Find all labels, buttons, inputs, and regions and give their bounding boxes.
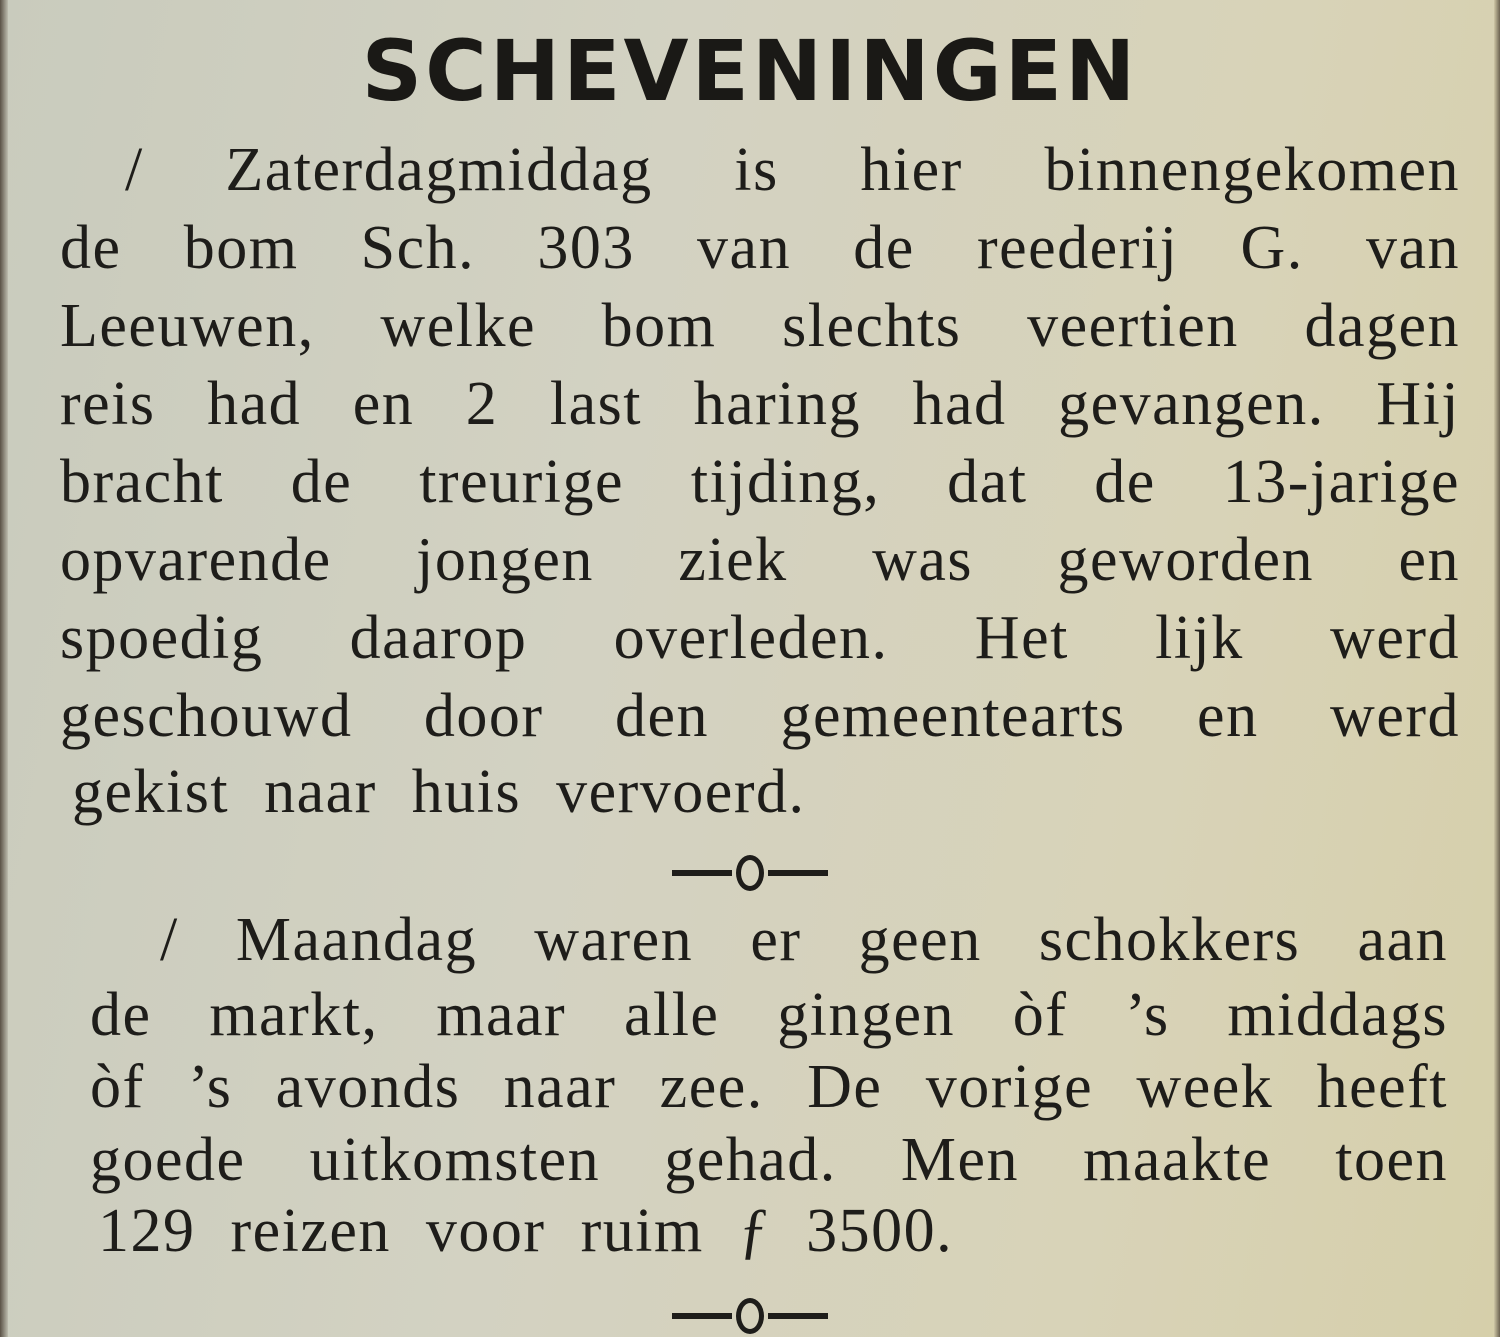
text-line: goede uitkomsten gehad. Men maakte toen [90,1126,1448,1194]
text-line: geschouwd door den gemeentearts en werd [60,682,1460,750]
section-separator-ornament [0,845,1500,892]
text-line: reis had en 2 last haring had gevangen. Hij [60,370,1460,438]
text-line: gekist naar huis vervoerd. [72,758,806,826]
text-line: opvarende jongen ziek was geworden en [60,526,1460,594]
article-title: SCHEVENINGEN [361,22,1139,120]
text-line: / Maandag waren er geen schokkers aan [160,906,1448,974]
section-separator-ornament [0,1288,1500,1335]
text-line: òf ’s avonds naar zee. De vorige week heeft [90,1053,1448,1121]
paper-edge-left [0,0,8,1337]
text-line: spoedig daarop overleden. Het lijk werd [60,604,1460,672]
text-line: bracht de treurige tijding, dat de 13-jarige [60,448,1460,516]
text-line: 129 reizen voor ruim ƒ 3500. [98,1197,954,1265]
text-line: / Zaterdagmiddag is hier binnengekomen [125,136,1460,204]
text-line: Leeuwen, welke bom slechts veertien dagen [60,292,1460,360]
text-line: de markt, maar alle gingen òf ’s middags [90,981,1448,1049]
paper-edge-right [1494,0,1500,1337]
text-line: de bom Sch. 303 van de reederij G. van [60,214,1460,282]
